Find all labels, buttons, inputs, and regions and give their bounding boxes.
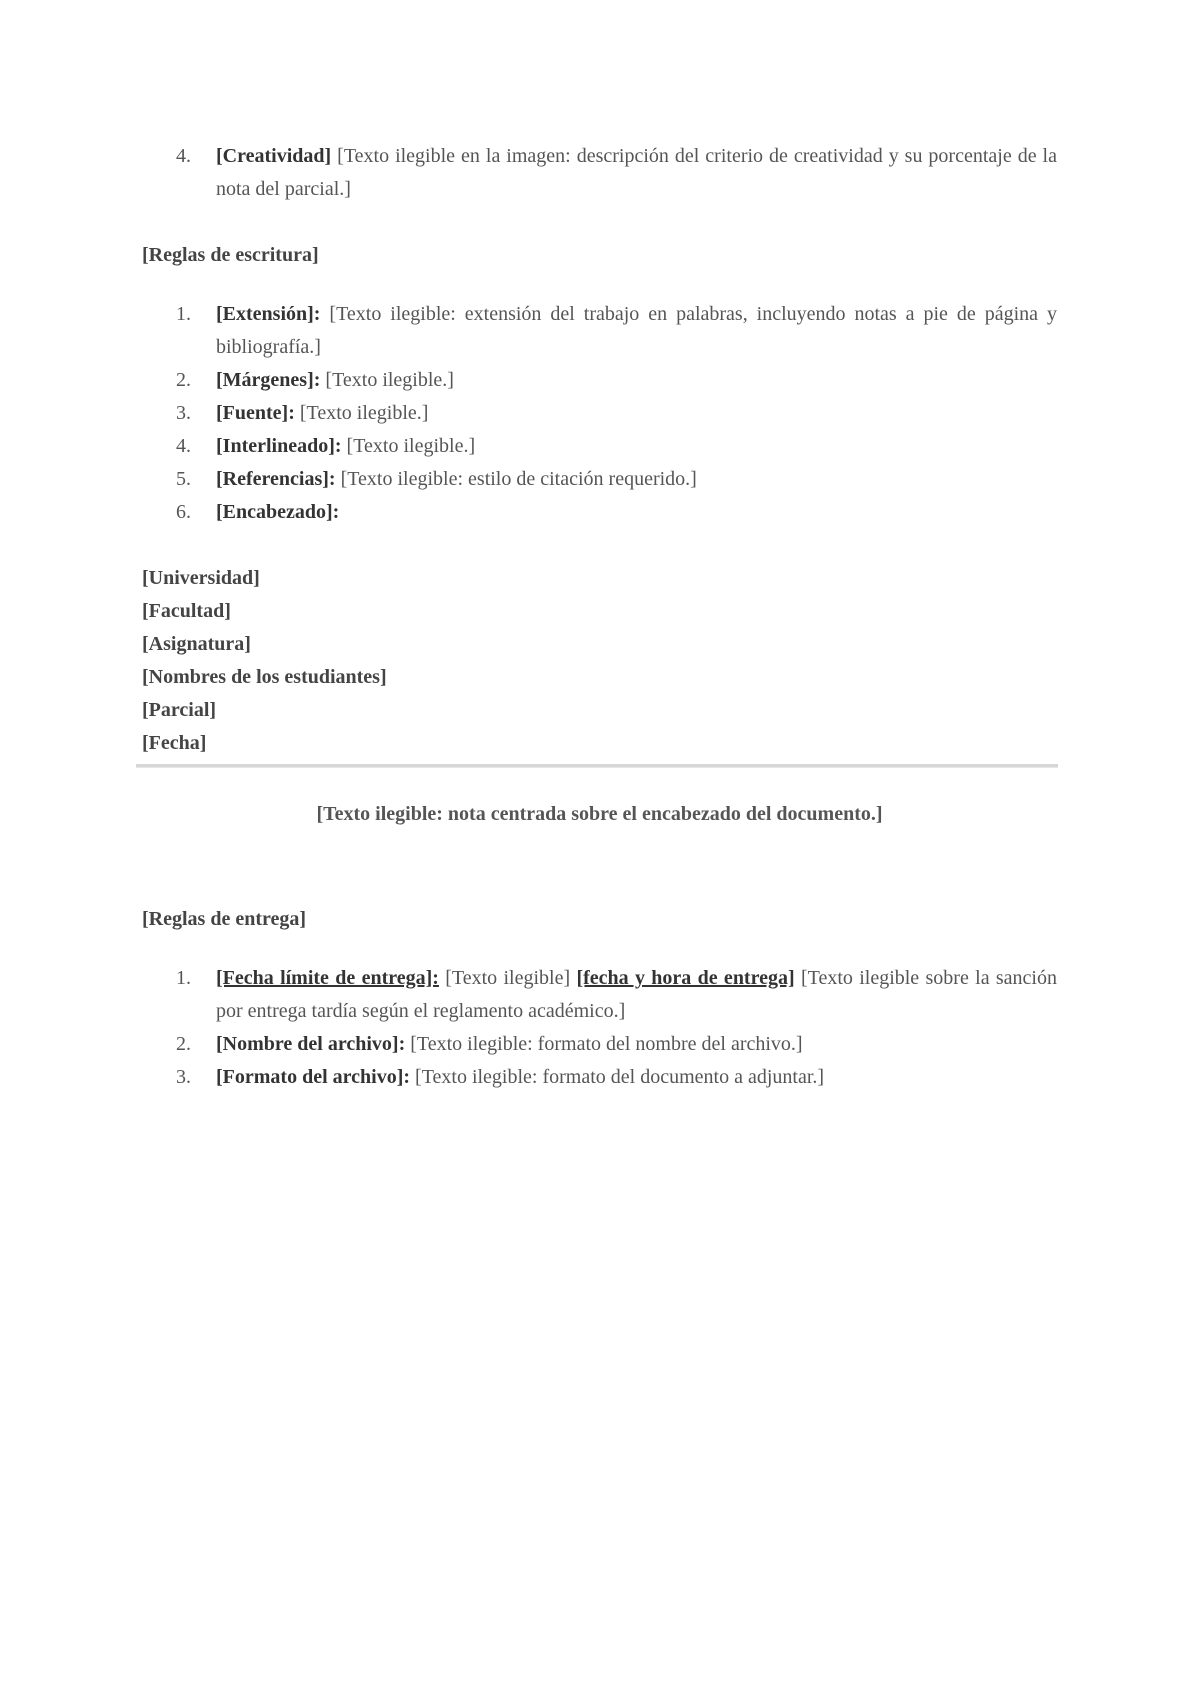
header-line-university: [Universidad] — [142, 567, 260, 589]
delivery-list — [176, 962, 1057, 1094]
list-item-number: 4. — [176, 145, 191, 167]
document-content — [142, 140, 1057, 1094]
header-line-faculty: [Facultad] — [142, 600, 231, 622]
header-line-students: [Nombres de los estudiantes] — [142, 666, 387, 688]
list-item-number: 3. — [176, 1066, 191, 1088]
list-item-number: 3. — [176, 402, 191, 424]
list-item-number: 4. — [176, 435, 191, 457]
list-item-term: [Fuente]: — [216, 402, 295, 424]
list-item-description: [Texto ilegible: extensión del trabajo en palabras, incluyendo notas a pie de página y bibliografía.] — [216, 303, 1057, 358]
list-item-term: [Encabezado]: — [216, 501, 340, 523]
list-item-text — [216, 1028, 1057, 1061]
list-item-description: [Texto ilegible: formato del documento a adjuntar.] — [410, 1066, 825, 1088]
list-item-text — [216, 430, 1057, 463]
list-item-term: [Interlineado]: — [216, 435, 342, 457]
list-item-description: [Texto ilegible.] — [294, 402, 429, 424]
list-item — [176, 962, 1057, 1028]
list-item-number: 5. — [176, 468, 191, 490]
list-item-number: 1. — [176, 967, 191, 989]
list-item-text — [216, 397, 1057, 430]
list-item-term: [Márgenes]: — [216, 369, 321, 391]
intro-list — [176, 140, 1057, 206]
list-item — [176, 496, 1057, 529]
delivery-section-heading: [Reglas de entrega] — [142, 908, 307, 930]
list-item-term: [Referencias]: — [216, 468, 336, 490]
list-item-text — [216, 1061, 1057, 1094]
list-item-text — [216, 364, 1057, 397]
format-section-heading: [Reglas de escritura] — [142, 244, 319, 266]
list-item — [176, 463, 1057, 496]
list-item-text — [216, 298, 1057, 364]
list-item-number: 2. — [176, 1033, 191, 1055]
list-item-term: [Fecha límite de entrega]: — [216, 967, 439, 989]
list-item-term: [Nombre del archivo]: — [216, 1033, 406, 1055]
list-item — [176, 397, 1057, 430]
list-item-text — [216, 496, 1057, 529]
horizontal-divider — [136, 764, 1058, 768]
list-item — [176, 298, 1057, 364]
deadline-date: [fecha y hora de entrega] — [576, 967, 795, 989]
list-item-text — [216, 140, 1057, 206]
list-item-term: [Formato del archivo]: — [216, 1066, 411, 1088]
list-item-description-continued: [Texto ilegible sobre la sanción por entrega tardía según el reglamento académico.] — [216, 967, 1057, 1022]
list-item-number: 2. — [176, 369, 191, 391]
header-line-date: [Fecha] — [142, 732, 207, 754]
list-item-description: [Texto ilegible.] — [341, 435, 476, 457]
list-item-description: [Texto ilegible.] — [320, 369, 454, 391]
list-item-number: 6. — [176, 501, 191, 523]
header-line-exam: [Parcial] — [142, 699, 217, 721]
list-item-description: [Texto ilegible: estilo de citación requerido.] — [335, 468, 697, 490]
list-item-description: [Texto ilegible: formato del nombre del archivo.] — [405, 1033, 803, 1055]
list-item-description: [Texto ilegible] — [438, 967, 577, 989]
list-item — [176, 1028, 1057, 1061]
centered-note: [Texto ilegible: nota centrada sobre el encabezado del documento.] — [316, 803, 883, 825]
list-item-term: [Creatividad] — [216, 145, 332, 167]
list-item — [176, 430, 1057, 463]
list-item-term: [Extensión]: — [216, 303, 321, 325]
list-item — [176, 1061, 1057, 1094]
list-item-description: [Texto ilegible en la imagen: descripción del criterio de creatividad y su porcentaje de la nota del parcial.] — [216, 145, 1057, 200]
list-item-text — [216, 962, 1057, 1028]
list-item — [176, 140, 1057, 206]
header-block — [142, 562, 1057, 760]
format-list — [176, 298, 1057, 529]
list-item — [176, 364, 1057, 397]
list-item-number: 1. — [176, 303, 191, 325]
header-line-course: [Asignatura] — [142, 633, 251, 655]
list-item-text — [216, 463, 1057, 496]
